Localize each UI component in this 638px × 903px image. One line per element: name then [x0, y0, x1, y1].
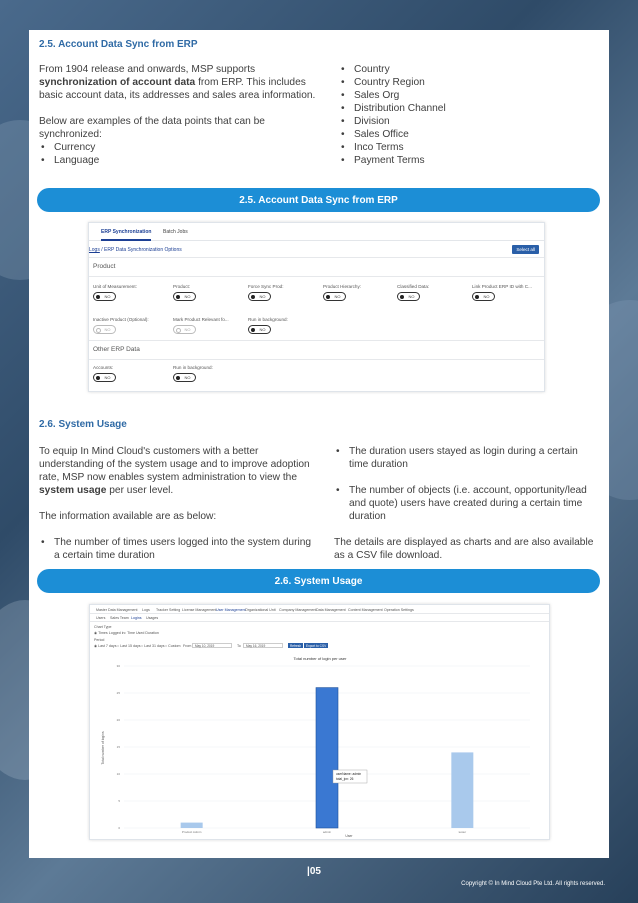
- field-force-sync-prod: [248, 284, 284, 301]
- toggle-switch[interactable]: NO: [93, 373, 116, 382]
- chart-tooltip: [333, 770, 367, 783]
- divider: [89, 359, 544, 360]
- toggle-switch[interactable]: NO: [472, 292, 495, 301]
- tab-batch-jobs[interactable]: Batch Jobs: [163, 229, 188, 235]
- field-inactive-product: [93, 317, 149, 334]
- radio-times-logged-in[interactable]: ◉ Times Logged in: [94, 631, 125, 635]
- y-tick-label: 25: [116, 691, 120, 695]
- page-number: |05: [307, 866, 321, 877]
- erp-sync-left-column: [39, 63, 319, 167]
- toggle-switch[interactable]: NO: [173, 292, 196, 301]
- list-item: • Division: [339, 115, 599, 128]
- toggle-switch[interactable]: NO: [248, 292, 271, 301]
- toggle-switch[interactable]: NO: [397, 292, 420, 301]
- toggle-switch[interactable]: NO: [173, 373, 196, 382]
- nav-organizational-unit[interactable]: Organizational Unit: [245, 607, 276, 612]
- field-run-in-background: [248, 317, 288, 334]
- chart-bar-tester[interactable]: [451, 752, 473, 828]
- erp-right-list: [339, 63, 599, 167]
- list-item: • The duration users stayed as login during a certain time duration: [334, 445, 599, 471]
- y-tick-label: 5: [118, 799, 120, 803]
- y-tick-label: 20: [116, 718, 120, 722]
- usage-info-text: The information available are as below:: [39, 511, 217, 522]
- breadcrumb: [89, 247, 182, 253]
- radio-label: Times Logged in: [98, 631, 125, 635]
- breadcrumb-logs-link[interactable]: Logs: [89, 247, 100, 253]
- intro-bold-text: synchronization of account data: [39, 77, 196, 88]
- field-label: Accounts:: [93, 365, 114, 370]
- field-run-in-background-other: [173, 365, 213, 382]
- nav-user-management[interactable]: User Management: [216, 607, 246, 612]
- list-item: • Language: [39, 154, 319, 167]
- divider: [89, 276, 544, 277]
- export-csv-button[interactable]: Export to CSV: [306, 643, 327, 648]
- list-item: • Inco Terms: [339, 141, 599, 154]
- banner-system-usage: 2.6. System Usage: [37, 569, 600, 593]
- subtab-logins[interactable]: Logins: [131, 616, 142, 620]
- chart-bar-admin[interactable]: [316, 688, 338, 828]
- subtab-usages[interactable]: Usages: [146, 616, 159, 620]
- usage-left-column: [39, 445, 319, 562]
- list-item: • Currency: [39, 141, 319, 154]
- nav-master-data[interactable]: Master Data Management: [96, 607, 138, 612]
- y-tick-label: 0: [118, 826, 120, 830]
- usage-bold-text: system usage: [39, 485, 107, 496]
- field-label: Inactive Product (Optional):: [93, 317, 149, 322]
- nav-logs[interactable]: Logs: [142, 607, 150, 612]
- field-label: Mark Product Relevant fo...: [173, 317, 229, 322]
- nav-content-management[interactable]: Content Management: [348, 607, 383, 612]
- chart-title: Total number of login per user: [293, 656, 347, 661]
- to-date-input[interactable]: May 16, 2019: [243, 643, 283, 648]
- radio-last-15-days[interactable]: ○ Last 15 days: [117, 644, 141, 648]
- subtab-users[interactable]: Users: [96, 616, 106, 620]
- field-classified-data: [397, 284, 429, 301]
- y-tick-label: 10: [116, 772, 120, 776]
- usage-details-text: The details are displayed as charts and are also available as a CSV file download.: [334, 537, 594, 561]
- list-item: • Payment Terms: [339, 154, 599, 167]
- tab-erp-synchronization[interactable]: ERP Synchronization: [101, 229, 152, 235]
- examples-text: Below are examples of the data points that can be synchronized:: [39, 116, 265, 140]
- chart-type-label: Chart Type: [94, 625, 112, 629]
- toggle-switch[interactable]: NO: [248, 325, 271, 334]
- erp-sync-screenshot: [88, 222, 545, 392]
- field-label: Product:: [173, 284, 191, 289]
- radio-last-31-days[interactable]: ○ Last 31 days: [141, 644, 165, 648]
- page-number-value: 05: [309, 866, 321, 877]
- chart-y-axis-label: Total number of logins: [101, 731, 105, 765]
- erp-left-list: [39, 141, 319, 167]
- x-tick-label: Product Admin: [181, 830, 202, 834]
- top-navigation: [90, 605, 549, 614]
- list-item: • Country: [339, 63, 599, 76]
- banner-erp-sync: 2.5. Account Data Sync from ERP: [37, 188, 600, 212]
- field-label: Force Sync Prod:: [248, 284, 284, 289]
- field-label: Classified Data:: [397, 284, 430, 289]
- x-tick-label: tester: [458, 830, 467, 834]
- erp-tabs: [89, 223, 544, 241]
- select-all-button[interactable]: Select all: [512, 245, 539, 254]
- field-label: Run in background:: [173, 365, 213, 370]
- list-item: • The number of times users logged into the system during a certain time duration: [39, 536, 319, 562]
- field-accounts: [93, 365, 116, 382]
- nav-operation-settings[interactable]: Operation Settings: [384, 607, 414, 612]
- usage-text: To equip In Mind Cloud's customers with a better understanding of the system usage and to improve adoption rate, MSP now enables system administration to view the: [39, 446, 310, 483]
- erp-sync-right-column: [339, 63, 599, 167]
- radio-label: Time Used Duration: [127, 631, 159, 635]
- field-label: Run in background:: [248, 317, 288, 322]
- from-date-input[interactable]: May 10, 2019: [192, 643, 232, 648]
- period-label: Period: [94, 638, 105, 642]
- toggle-switch[interactable]: NO: [93, 325, 116, 334]
- tooltip-user: userName: admin: [336, 772, 362, 776]
- field-label: Product Hierarchy:: [323, 284, 362, 289]
- list-item: • Distribution Channel: [339, 102, 599, 115]
- radio-custom[interactable]: ○ Custom: [165, 644, 181, 648]
- sub-navigation: [90, 614, 549, 622]
- chart-bar-product-admin[interactable]: [181, 823, 203, 828]
- radio-last-7-days[interactable]: ◉ Last 7 days: [94, 644, 117, 648]
- field-product-hierarchy: [323, 284, 361, 301]
- usage-text: per user level.: [109, 485, 174, 496]
- usage-right-column: [334, 445, 599, 575]
- intro-text: from ERP. This includes basic account data, its addresses and sales area information.: [39, 77, 316, 101]
- divider: [89, 340, 544, 341]
- list-item: • The number of objects (i.e. account, opportunity/lead and quote) users have created during a certain time duration: [334, 484, 599, 523]
- radio-label: Custom: [168, 644, 181, 648]
- subtab-sales-team[interactable]: Sales Team: [110, 616, 129, 620]
- usage-right-list: [334, 445, 599, 523]
- erp-sync-intro: [39, 63, 319, 102]
- radio-label: Last 7 days: [98, 644, 117, 648]
- list-item: • Sales Office: [339, 128, 599, 141]
- from-label: From: [183, 644, 192, 648]
- list-item: • Country Region: [339, 76, 599, 89]
- x-tick-label: admin: [322, 830, 332, 834]
- nav-company-management[interactable]: Company Management: [279, 607, 317, 612]
- list-item: • Sales Org: [339, 89, 599, 102]
- group-product-heading: Product: [93, 263, 116, 270]
- divider: [89, 257, 544, 258]
- radio-label: Last 31 days: [144, 644, 165, 648]
- breadcrumb-rest: / ERP Data Synchronization Options: [101, 247, 182, 253]
- toggle-switch[interactable]: NO: [323, 292, 346, 301]
- field-product: [173, 284, 196, 301]
- nav-tracker-setting[interactable]: Tracker Setting: [156, 607, 181, 612]
- field-unit-of-measurement: [93, 284, 137, 301]
- toggle-switch[interactable]: NO: [93, 292, 116, 301]
- chart-x-axis-label: User: [345, 834, 353, 838]
- radio-label: Last 15 days: [120, 644, 141, 648]
- field-label: Unit of Measurement:: [93, 284, 137, 289]
- usage-left-list: [39, 536, 319, 562]
- document-page: [29, 30, 609, 858]
- nav-license-management[interactable]: License Management: [182, 607, 217, 612]
- toggle-switch[interactable]: NO: [173, 325, 196, 334]
- section-title-erp-sync: 2.5. Account Data Sync from ERP: [39, 39, 198, 50]
- tooltip-total: total_ipn: 26: [336, 777, 354, 781]
- radio-time-used-duration[interactable]: ○ Time Used Duration: [124, 631, 159, 635]
- field-mark-product-relevant: [173, 317, 229, 334]
- field-link-product-erp-id: [472, 284, 532, 301]
- field-label: Link Product ERP ID with C...: [472, 284, 532, 289]
- intro-text: From 1904 release and onwards, MSP supports: [39, 64, 256, 75]
- y-tick-label: 30: [116, 664, 120, 668]
- system-usage-screenshot: [89, 604, 550, 840]
- y-tick-label: 15: [116, 745, 120, 749]
- copyright-text: Copyright © In Mind Cloud Pte Ltd. All rights reserved.: [461, 881, 605, 887]
- section-title-system-usage: 2.6. System Usage: [39, 419, 127, 430]
- login-chart: [90, 653, 549, 839]
- to-label: To: [237, 644, 241, 648]
- refresh-button[interactable]: Refresh: [290, 643, 302, 648]
- usage-intro: [39, 445, 319, 497]
- group-other-heading: Other ERP Data: [93, 346, 140, 353]
- nav-data-management[interactable]: Data Management: [316, 607, 346, 612]
